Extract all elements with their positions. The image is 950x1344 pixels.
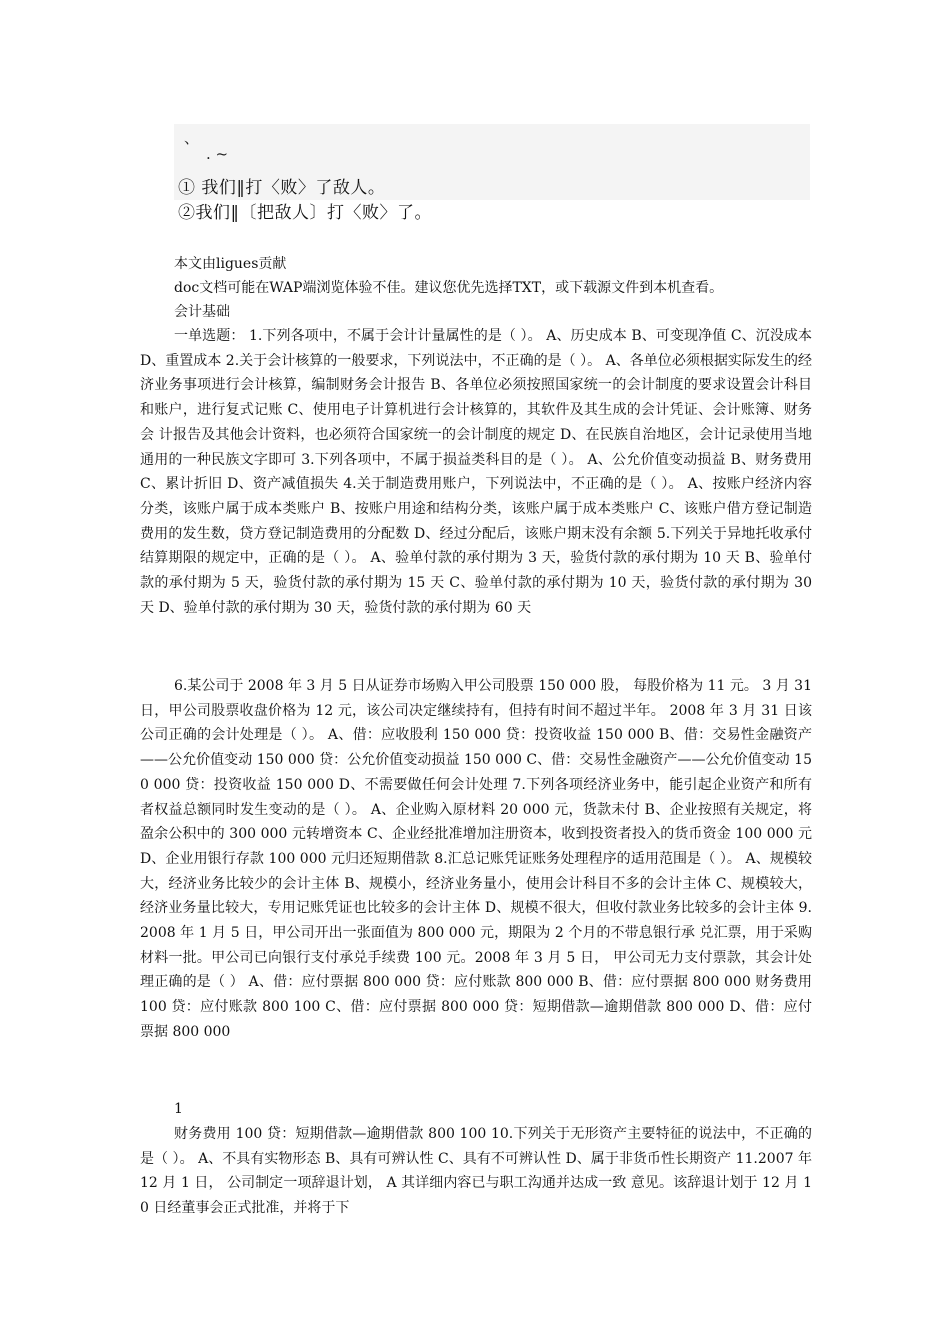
body-paragraph-1: 一单选题： 1.下列各项中，不属于会计计量属性的是（ ）。 A、历史成本 B、可变现净值 C、沉没成本 D、重置成本 2.关于会计核算的一般要求，下列说法中，不正确的是（ ）。 A、各单位必须根据实际发生的经济业务事项进行会计核算，编制财务会计报告 B、各单位必须按照国家统一的会计制度的要求设置会计科目和账户，进行复式记账 C、使用电子计算机进行会计核算的，其软件及其生成的会计凭证、会计账簿、财务会 计报告及其他会计资料，也必须符合国家统一的会计制度的规定 D、在民族自治地区，会计记录使用当地通用的一种民族文字即可 3.下列各项中，不属于损益类科目的是（ ）。 A、公允价值变动损益 B、财务费用 C、累计折旧 D、资产减值损失 4.关于制造费用账户，下列说法中，不正确的是（ ）。 A、按账户经济内容分类，该账户属于成本类账户 B、按账户用途和结构分类，该账户属于成本类账户 C、该账户借方登记制造费用的发生数，贷方登记制造费用的分配数 D、经过分配后，该账户期末没有余额 5.下列关于异地托收承付结算期限的规定中，正确的是（ ）。 A、验单付款的承付期为 3 天，验货付款的承付期为 10 天 B、验单付款的承付期为 5 天，验货付款的承付期为 15 天 C、验单付款的承付期为 10 天，验货付款的承付期为 30 天 D、验单付款的承付期为 30 天，验货付款的承付期为 60 天	[140, 328, 812, 616]
example-sentence-1: ① 我们‖打〈败〉了敌人。	[178, 178, 386, 198]
header-mark: 、	[184, 129, 200, 147]
contributor-line: 本文由ligues贡献	[174, 256, 287, 272]
body-paragraph-3: 财务费用 100 贷：短期借款—逾期借款 800 100 10.下列关于无形资产主要特征的说法中，不正确的是（ ）。 A、不具有实物形态 B、具有可辨认性 C、具有不可辨认性 D、属于非货币性长期资产 11.2007 年 12 月 1 日， 公司制定一项辞退计划， A 其详细内容已与职工沟通并达成一致 意见。该辞退计划于 12 月 10 日经董事会正式批准，并将于下	[140, 1126, 812, 1217]
page-number: 1	[174, 1101, 183, 1117]
subject-title: 会计基础	[174, 304, 230, 320]
header-tilde-mark: . ~	[206, 145, 229, 163]
body-paragraph-2: 6.某公司于 2008 年 3 月 5 日从证券市场购入甲公司股票 150 000 股， 每股价格为 11 元。 3 月 31 日，甲公司股票收盘价格为 12 元，该公司决定继续持有，但持有时间不超过半年。 2008 年 3 月 31 日该公司正确的会计处理是（ ）。 A、借：应收股利 150 000 贷：投资收益 150 000 B、借：交易性金融资产——公允价值变动 150 000 贷：公允价值变动损益 150 000 C、借：交易性金融资产——公允价值变动 150 000 贷：投资收益 150 000 D、不需要做任何会计处理 7.下列各项经济业务中，能引起企业资产和所有者权益总额同时发生变动的是（ ）。 A、企业购入原材料 20 000 元，货款未付 B、企业按照有关规定，将盈余公积中的 300 000 元转增资本 C、企业经批准增加注册资本，收到投资者投入的货币资金 100 000 元 D、企业用银行存款 100 000 元归还短期借款 8.汇总记账凭证账务处理程序的适用范围是（ ）。 A、规模较大，经济业务比较少的会计主体 B、规模小，经济业务量小，使用会计科目不多的会计主体 C、规模较大，经济业务量比较大，专用记账凭证也比较多的会计主体 D、规模不很大，但收付款业务比较多的会计主体 9.2008 年 1 月 5 日，甲公司开出一张面值为 800 000 元，期限为 2 个月的不带息银行承 兑汇票，用于采购材料一批。甲公司已向银行支付承兑手续费 100 元。2008 年 3 月 5 日， 甲公司无力支付票款，其会计处理正确的是（ ） A、借：应付票据 800 000 贷：应付账款 800 000 B、借：应付票据 800 000 财务费用 100 贷：应付账款 800 100 C、借：应付票据 800 000 贷：短期借款—逾期借款 800 000 D、借：应付票据 800 000	[140, 678, 812, 1040]
wap-notice: doc文档可能在WAP端浏览体验不佳。建议您优先选择TXT，或下载源文件到本机查看。	[174, 280, 724, 296]
example-sentence-2: ②我们‖〔把敌人〕打〈败〉了。	[178, 203, 432, 223]
